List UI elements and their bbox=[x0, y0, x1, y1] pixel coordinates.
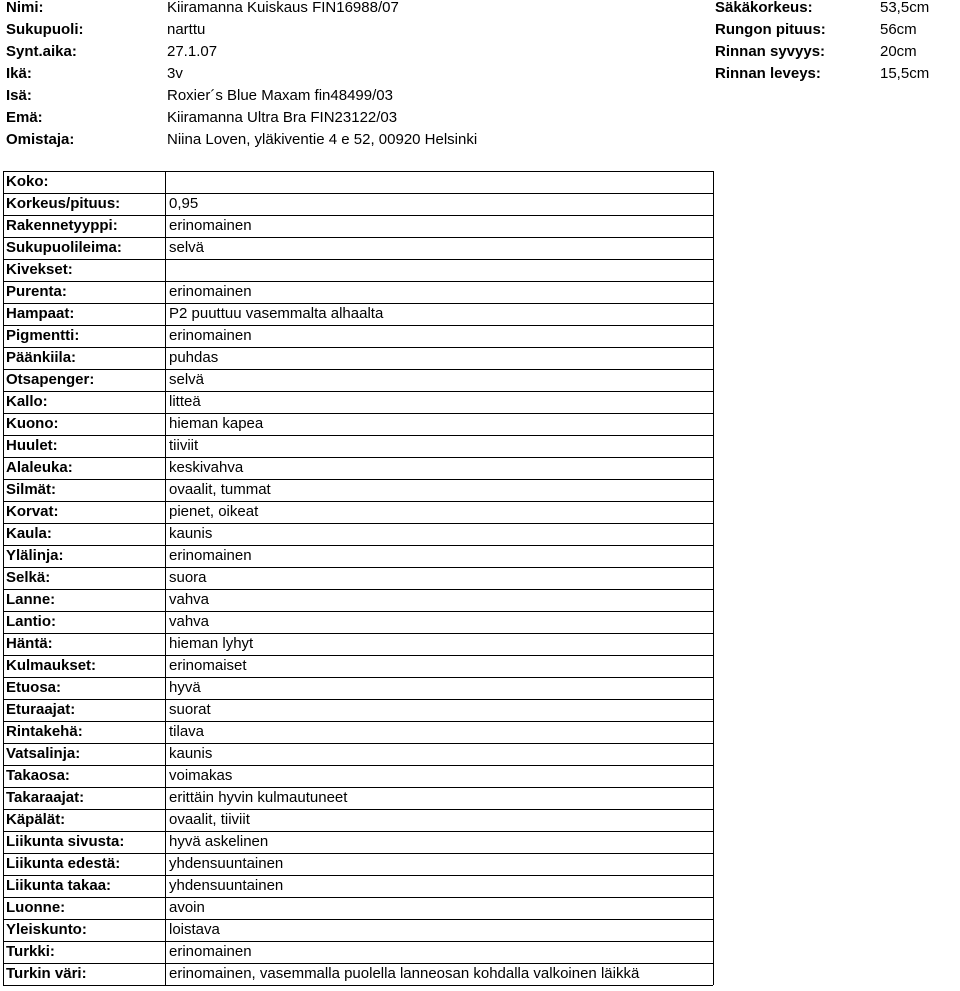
grid-line bbox=[3, 347, 713, 348]
row-label: Lantio: bbox=[6, 613, 56, 630]
row-label: Turkki: bbox=[6, 943, 55, 960]
row-value: hieman lyhyt bbox=[169, 635, 254, 652]
row-value: loistava bbox=[169, 921, 220, 938]
isa-label: Isä: bbox=[6, 87, 32, 104]
row-label: Käpälät: bbox=[6, 811, 66, 828]
grid-line bbox=[3, 391, 713, 392]
row-label: Kaula: bbox=[6, 525, 52, 542]
grid-line bbox=[3, 479, 713, 480]
row-label: Vatsalinja: bbox=[6, 745, 81, 762]
row-value: erinomainen bbox=[169, 217, 252, 234]
grid-line bbox=[3, 919, 713, 920]
row-value: erinomainen, vasemmalla puolella lanneosan kohdalla valkoinen läikkä bbox=[169, 965, 640, 982]
ika-label: Ikä: bbox=[6, 65, 32, 82]
row-value: erinomainen bbox=[169, 283, 252, 300]
row-label: Häntä: bbox=[6, 635, 53, 652]
grid-line bbox=[3, 589, 713, 590]
row-value: selvä bbox=[169, 239, 205, 256]
row-label: Kallo: bbox=[6, 393, 48, 410]
grid-line bbox=[3, 743, 713, 744]
grid-line bbox=[713, 171, 714, 985]
grid-line bbox=[3, 941, 713, 942]
row-label: Ylälinja: bbox=[6, 547, 64, 564]
grid-line bbox=[3, 281, 713, 282]
row-label: Takaosa: bbox=[6, 767, 70, 784]
grid-line bbox=[3, 259, 713, 260]
grid-line bbox=[3, 501, 713, 502]
grid-line bbox=[3, 677, 713, 678]
omistaja-label: Omistaja: bbox=[6, 131, 75, 148]
row-label: Yleiskunto: bbox=[6, 921, 87, 938]
row-label: Eturaajat: bbox=[6, 701, 76, 718]
row-value: selvä bbox=[169, 371, 205, 388]
grid-line bbox=[3, 193, 713, 194]
row-value: tiiviit bbox=[169, 437, 199, 454]
row-value: erittäin hyvin kulmautuneet bbox=[169, 789, 348, 806]
row-label: Silmät: bbox=[6, 481, 57, 498]
row-value: suorat bbox=[169, 701, 211, 718]
grid-line bbox=[3, 325, 713, 326]
grid-line bbox=[3, 809, 713, 810]
row-label: Huulet: bbox=[6, 437, 58, 454]
row-value: erinomainen bbox=[169, 547, 252, 564]
row-label: Lanne: bbox=[6, 591, 56, 608]
omistaja-value: Niina Loven, yläkiventie 4 e 52, 00920 Helsinki bbox=[167, 131, 478, 148]
row-value: suora bbox=[169, 569, 207, 586]
grid-line bbox=[3, 171, 713, 172]
grid-line bbox=[3, 765, 713, 766]
row-label: Takaraajat: bbox=[6, 789, 85, 806]
grid-line bbox=[3, 237, 713, 238]
row-label: Liikunta sivusta: bbox=[6, 833, 125, 850]
grid-line bbox=[3, 787, 713, 788]
row-value: vahva bbox=[169, 591, 210, 608]
row-label: Kivekset: bbox=[6, 261, 73, 278]
grid-line bbox=[3, 523, 713, 524]
rinnan-leveys-label: Rinnan leveys: bbox=[715, 65, 821, 82]
row-value: yhdensuuntainen bbox=[169, 877, 284, 894]
row-label: Purenta: bbox=[6, 283, 67, 300]
grid-line bbox=[3, 215, 713, 216]
row-label: Kulmaukset: bbox=[6, 657, 97, 674]
grid-line bbox=[3, 831, 713, 832]
row-label: Turkin väri: bbox=[6, 965, 87, 982]
nimi-value: Kiiramanna Kuiskaus FIN16988/07 bbox=[167, 0, 399, 16]
row-label: Liikunta edestä: bbox=[6, 855, 121, 872]
row-value: vahva bbox=[169, 613, 210, 630]
ema-value: Kiiramanna Ultra Bra FIN23122/03 bbox=[167, 109, 398, 126]
rungon-pituus-value: 56cm bbox=[880, 21, 917, 38]
row-value: hieman kapea bbox=[169, 415, 264, 432]
sukupuoli-label: Sukupuoli: bbox=[6, 21, 84, 38]
grid-line bbox=[3, 457, 713, 458]
row-label: Luonne: bbox=[6, 899, 66, 916]
row-label: Etuosa: bbox=[6, 679, 62, 696]
row-value: keskivahva bbox=[169, 459, 244, 476]
row-value: 0,95 bbox=[169, 195, 199, 212]
grid-line bbox=[3, 699, 713, 700]
grid-line bbox=[3, 303, 713, 304]
syntaika-label: Synt.aika: bbox=[6, 43, 77, 60]
grid-line bbox=[3, 567, 713, 568]
row-value: kaunis bbox=[169, 525, 213, 542]
row-label: Koko: bbox=[6, 173, 49, 190]
row-label: Kuono: bbox=[6, 415, 59, 432]
grid-line bbox=[3, 413, 713, 414]
row-label: Otsapenger: bbox=[6, 371, 95, 388]
ema-label: Emä: bbox=[6, 109, 43, 126]
row-label: Rakennetyyppi: bbox=[6, 217, 118, 234]
row-value: puhdas bbox=[169, 349, 219, 366]
grid-line bbox=[3, 897, 713, 898]
grid-line bbox=[3, 721, 713, 722]
row-label: Sukupuolileima: bbox=[6, 239, 122, 256]
grid-line bbox=[3, 853, 713, 854]
ika-value: 3v bbox=[167, 65, 183, 82]
grid-line bbox=[3, 655, 713, 656]
grid-line bbox=[3, 171, 4, 985]
row-value: pienet, oikeat bbox=[169, 503, 259, 520]
nimi-label: Nimi: bbox=[6, 0, 44, 16]
rinnan-leveys-value: 15,5cm bbox=[880, 65, 930, 82]
row-label: Liikunta takaa: bbox=[6, 877, 112, 894]
row-value: avoin bbox=[169, 899, 205, 916]
row-value: ovaalit, tiiviit bbox=[169, 811, 250, 828]
grid-line bbox=[3, 435, 713, 436]
rinnan-syvyys-label: Rinnan syvyys: bbox=[715, 43, 826, 60]
rinnan-syvyys-value: 20cm bbox=[880, 43, 917, 60]
row-label: Hampaat: bbox=[6, 305, 75, 322]
grid-line bbox=[165, 171, 166, 985]
row-value: voimakas bbox=[169, 767, 233, 784]
row-value: yhdensuuntainen bbox=[169, 855, 284, 872]
grid-line bbox=[3, 985, 713, 986]
row-value: ovaalit, tummat bbox=[169, 481, 271, 498]
grid-line bbox=[3, 369, 713, 370]
row-value: hyvä bbox=[169, 679, 201, 696]
syntaika-value: 27.1.07 bbox=[167, 43, 218, 60]
rungon-pituus-label: Rungon pituus: bbox=[715, 21, 826, 38]
grid-line bbox=[3, 611, 713, 612]
isa-value: Roxier´s Blue Maxam fin48499/03 bbox=[167, 87, 393, 104]
row-value: kaunis bbox=[169, 745, 213, 762]
row-value: hyvä askelinen bbox=[169, 833, 269, 850]
row-label: Korvat: bbox=[6, 503, 59, 520]
row-label: Rintakehä: bbox=[6, 723, 83, 740]
row-label: Korkeus/pituus: bbox=[6, 195, 121, 212]
sakakorkeus-label: Säkäkorkeus: bbox=[715, 0, 813, 16]
row-label: Alaleuka: bbox=[6, 459, 73, 476]
grid-line bbox=[3, 545, 713, 546]
sukupuoli-value: narttu bbox=[167, 21, 206, 38]
grid-line bbox=[3, 633, 713, 634]
row-value: P2 puuttuu vasemmalta alhaalta bbox=[169, 305, 384, 322]
grid-line bbox=[3, 875, 713, 876]
row-value: erinomainen bbox=[169, 327, 252, 344]
row-value: tilava bbox=[169, 723, 205, 740]
row-value: litteä bbox=[169, 393, 201, 410]
sakakorkeus-value: 53,5cm bbox=[880, 0, 930, 16]
row-value: erinomainen bbox=[169, 943, 252, 960]
row-label: Selkä: bbox=[6, 569, 51, 586]
row-value: erinomaiset bbox=[169, 657, 247, 674]
row-label: Pigmentti: bbox=[6, 327, 80, 344]
row-label: Päänkiila: bbox=[6, 349, 77, 366]
grid-line bbox=[3, 963, 713, 964]
